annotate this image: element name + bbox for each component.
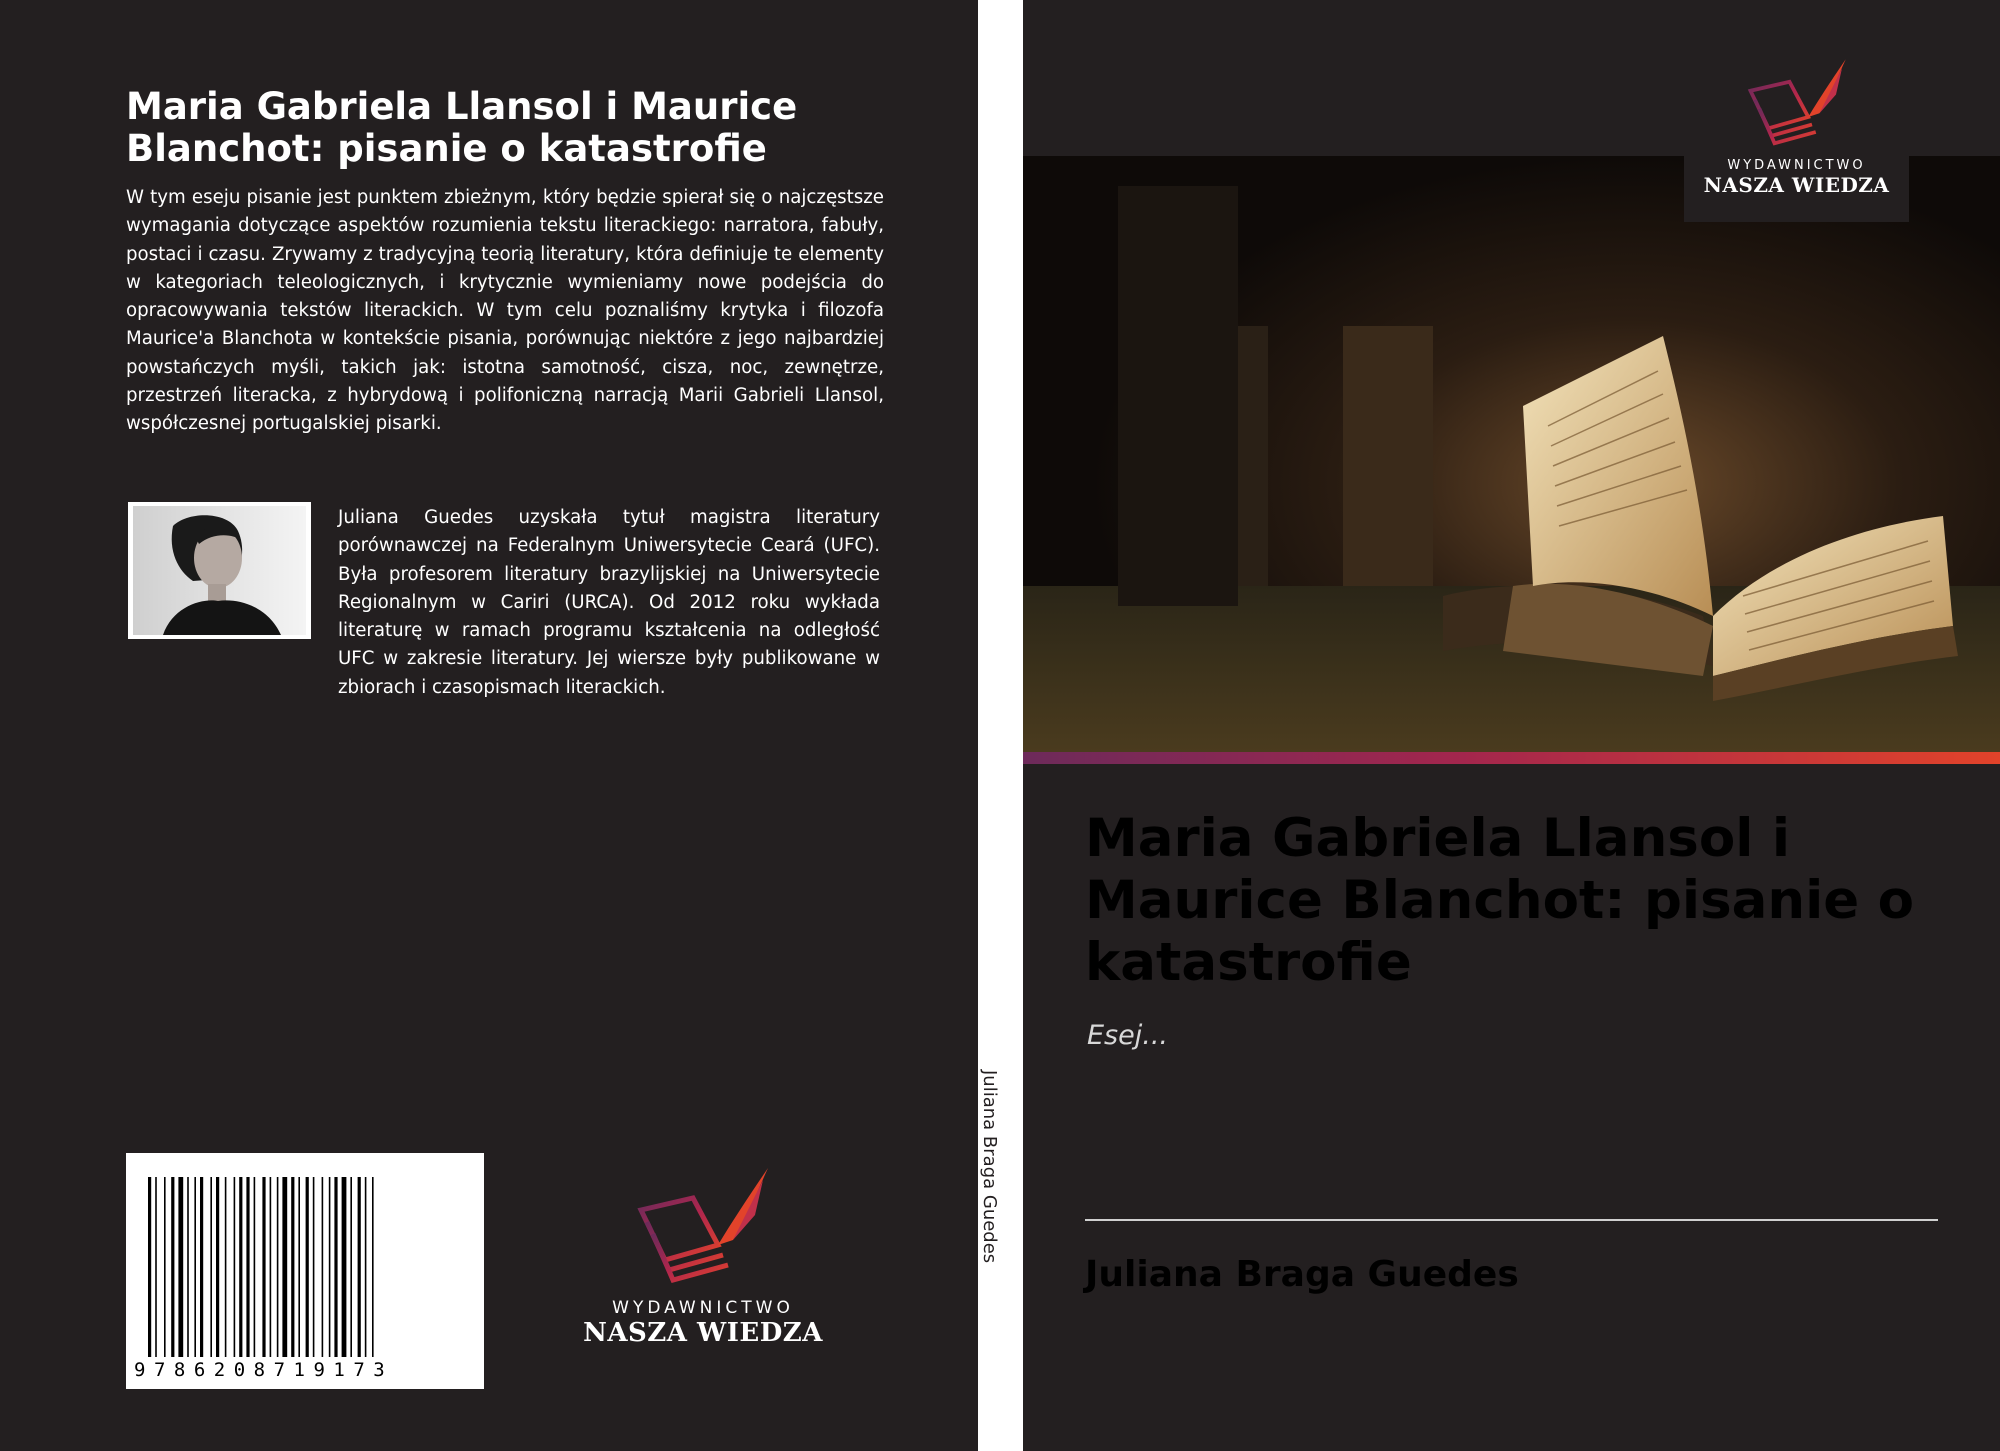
isbn-barcode <box>126 1153 484 1389</box>
barcode-bar <box>200 1177 203 1357</box>
barcode-bar <box>358 1177 361 1357</box>
barcode-bar <box>322 1177 324 1357</box>
barcode-bar <box>234 1177 236 1357</box>
barcode-bar <box>178 1177 183 1357</box>
publisher-name: NASZA WIEDZA <box>583 1318 823 1348</box>
accent-bar <box>1023 752 2000 764</box>
barcode-bar <box>277 1177 279 1357</box>
barcode-bar <box>194 1177 196 1357</box>
publisher-name: NASZA WIEDZA <box>1703 173 1890 197</box>
barcode-bars <box>126 1153 484 1389</box>
barcode-bar <box>291 1177 294 1357</box>
front-cover-title: Maria Gabriela Llansol i Maurice Blanchot: pisanie o katastrofie <box>1085 808 1915 993</box>
book-with-quill-icon <box>1737 52 1857 152</box>
barcode-bar <box>270 1177 272 1357</box>
barcode-bar <box>148 1177 151 1357</box>
publisher-logo-back <box>578 1160 828 1350</box>
barcode-bar <box>298 1177 300 1357</box>
barcode-bar <box>334 1177 337 1357</box>
barcode-bar <box>342 1177 347 1357</box>
barcode-bar <box>254 1177 256 1357</box>
back-cover-description: W tym eseju pisanie jest punktem zbieżnym, który będzie spierał się o najczęstsze wymagania dotyczące aspektów rozumienia tekstu literackiego: narratora, fabuły, postaci i czasu. Zrywamy z tradycyjną teorią literatury, która definiuje te elementy w kategoriach teleologicznych, i krytycznie wymieniamy nowe podejścia do opracowywania tekstów literackich. W tym celu poznaliśmy krytyka i filozofa Maurice'a Blanchota w kontekście pisania, porównując niektóre z jego najbardziej powstańczych myśli, takich jak: istotna samotność, cisza, noc, zewnętrze, przestrzeń literacka, z hybrydową i polifoniczną narracją Marii Gabrieli Llansol, współczesnej portugalskiej pisarki. <box>126 187 884 435</box>
publisher-caption: WYDAWNICTWO <box>612 1298 794 1318</box>
barcode-bar <box>306 1177 309 1357</box>
barcode-bar <box>372 1177 374 1357</box>
barcode-bar <box>171 1177 174 1357</box>
spine-author: Juliana Braga Guedes <box>979 1070 1000 1264</box>
barcode-bar <box>246 1177 249 1357</box>
barcode-bar <box>282 1177 287 1357</box>
isbn-digits: 9786208719173 <box>134 1359 394 1381</box>
front-cover-author: Juliana Braga Guedes <box>1085 1254 1519 1295</box>
front-cover-subtitle: Esej... <box>1087 1020 1168 1051</box>
barcode-bar <box>313 1177 315 1357</box>
cover-illustration <box>1023 156 2000 752</box>
barcode-bar <box>225 1177 227 1357</box>
barcode-bar <box>155 1177 157 1357</box>
barcode-bar <box>350 1177 352 1357</box>
back-cover-title: Maria Gabriela Llansol i Maurice Blanchot: pisanie o katastrofie <box>126 85 798 170</box>
barcode-bar <box>187 1177 189 1357</box>
back-cover <box>0 0 978 1451</box>
barcode-bar <box>164 1177 166 1357</box>
barcode-bar <box>239 1177 242 1357</box>
publisher-logo-front <box>1684 52 1909 222</box>
barcode-bar <box>365 1177 367 1357</box>
publisher-caption: WYDAWNICTWO <box>1727 158 1866 173</box>
title-divider <box>1085 1219 1938 1221</box>
barcode-bar <box>216 1177 219 1357</box>
barcode-bar <box>262 1177 265 1357</box>
barcode-bar <box>210 1177 212 1357</box>
author-bio: Juliana Guedes uzyskała tytuł magistra literatury porównawczej na Federalnym Uniwersytecie Ceará (UFC). Była profesorem literatury brazylijskiej na Uniwersytecie Regionalnym w Cariri (URCA). Od 2012 roku wykłada literaturę w ramach programu kształcenia na odległość UFC w zakresie literatury. Jej wiersze były publikowane w zbiorach i czasopismach literackich. <box>338 507 880 698</box>
author-photo <box>128 502 311 639</box>
barcode-bar <box>329 1177 331 1357</box>
book-with-quill-icon <box>623 1160 783 1290</box>
